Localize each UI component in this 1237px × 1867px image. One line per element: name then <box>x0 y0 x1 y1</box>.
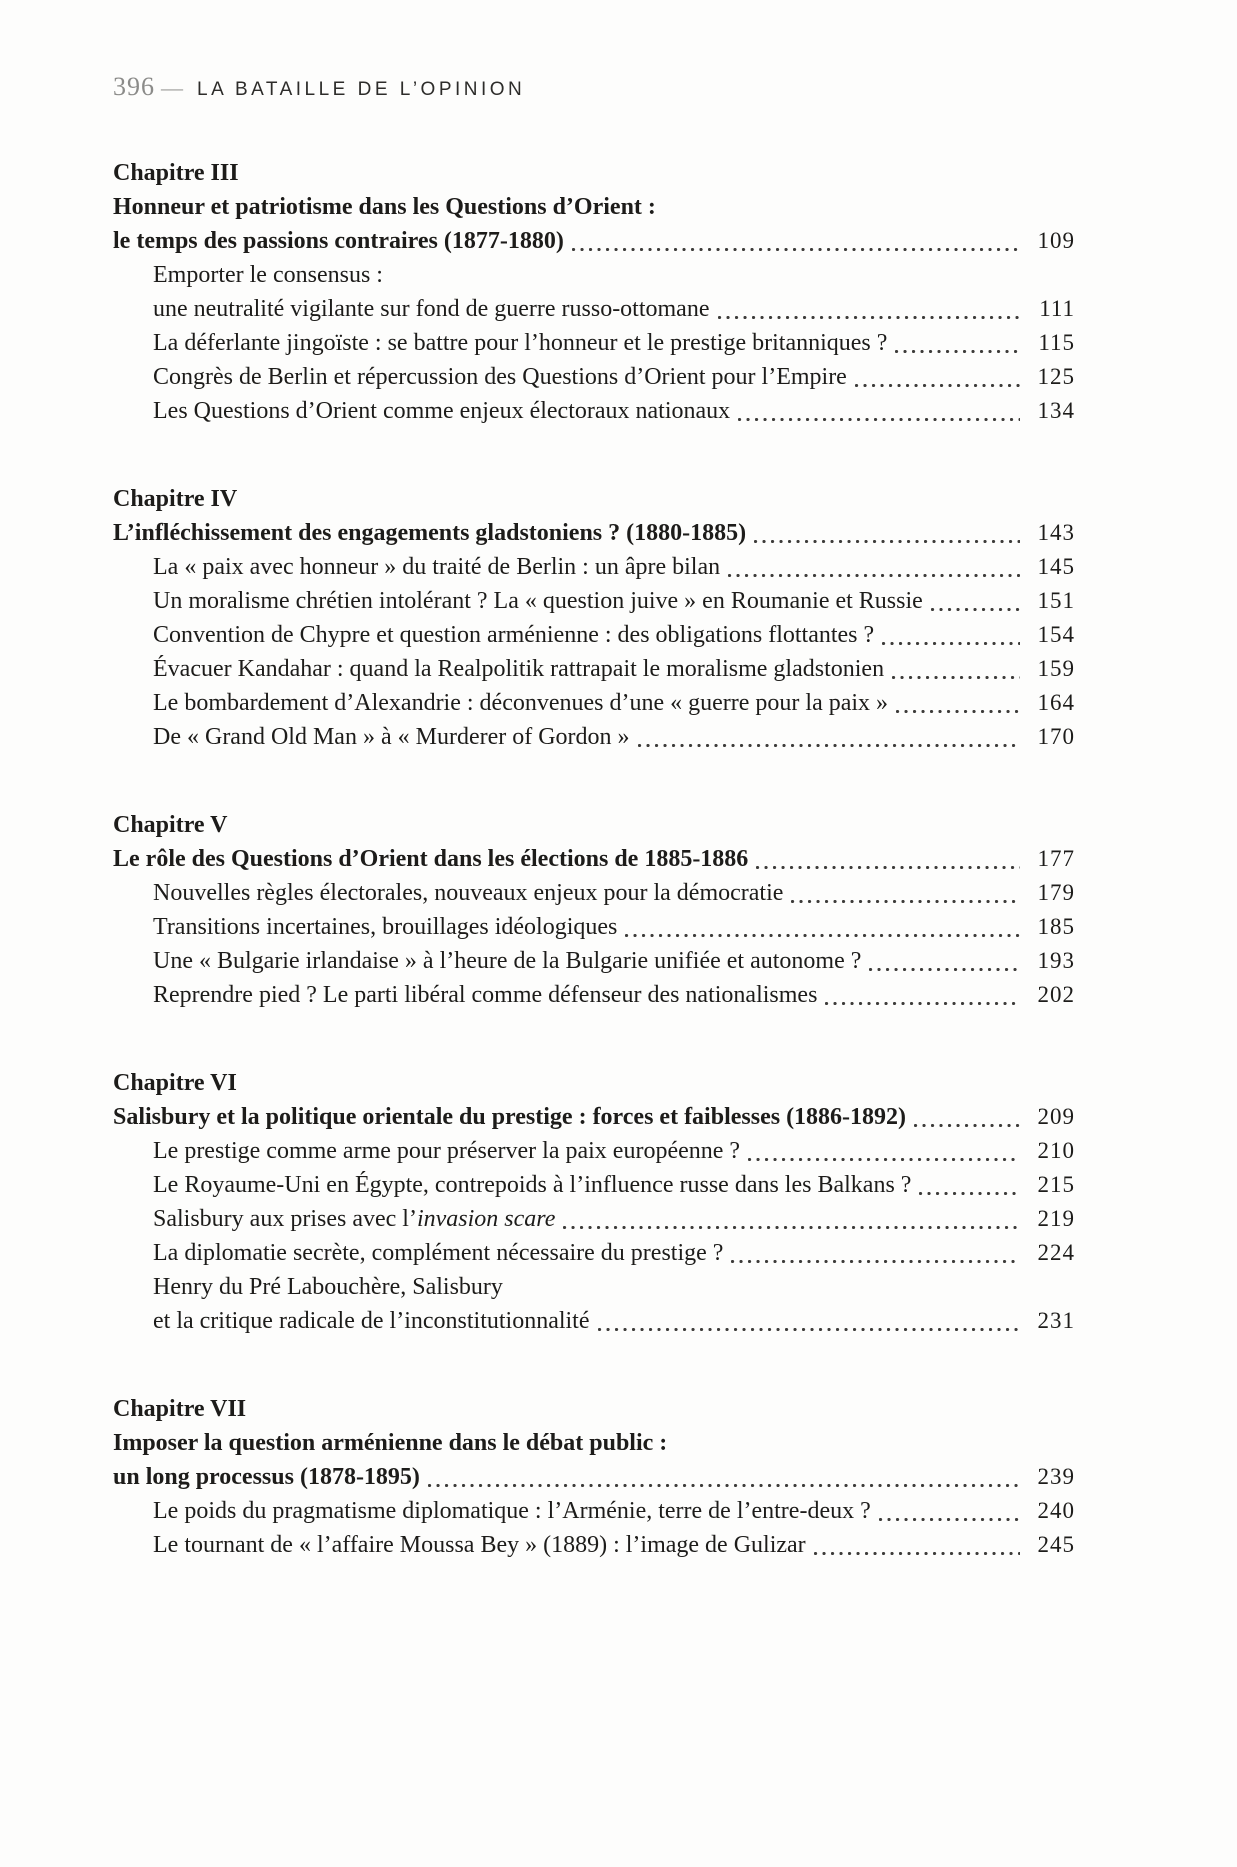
folio-page-number: 396 <box>113 72 155 101</box>
toc-entry-text: Salisbury aux prises avec l’ <box>153 1206 417 1232</box>
toc-entry-text: Le bombardement d’Alexandrie : déconvenues d’une « guerre pour la paix » <box>153 690 889 716</box>
chapter-label <box>113 1392 1075 1426</box>
toc-entry <box>113 550 1075 584</box>
toc-entry <box>113 1270 1075 1304</box>
chapter-label-text: Chapitre VII <box>113 1396 247 1422</box>
page-number: 202 <box>1037 982 1075 1007</box>
chapter-title-line <box>113 224 1075 258</box>
chapter-label-text: Chapitre III <box>113 160 239 186</box>
toc-entry-text: Évacuer Kandahar : quand la Realpolitik rattrapait le moralisme gladstonien <box>153 656 885 682</box>
page-number: 164 <box>1037 690 1075 715</box>
chapter-block-7 <box>113 1392 1075 1562</box>
chapter-label-text: Chapitre IV <box>113 486 238 512</box>
page-number: 151 <box>1037 588 1075 613</box>
toc-entry-text: et la critique radicale de l’inconstitutionnalité <box>153 1308 590 1334</box>
page-number: 231 <box>1037 1308 1075 1333</box>
toc-entry-text: Congrès de Berlin et répercussion des Questions d’Orient pour l’Empire <box>153 364 847 390</box>
dot-leader <box>420 1460 1027 1494</box>
toc-entry-text: La déferlante jingoïste : se battre pour l’honneur et le prestige britanniques ? <box>153 330 888 356</box>
toc-entry <box>113 292 1075 326</box>
toc-entry-text: Les Questions d’Orient comme enjeux électoraux nationaux <box>153 398 731 424</box>
dot-leader <box>874 618 1027 652</box>
toc-entry-text: Emporter le consensus : <box>153 262 383 288</box>
page-number: 240 <box>1037 1498 1075 1523</box>
page-number: 154 <box>1037 622 1075 647</box>
chapter-title-line <box>113 516 1075 550</box>
toc-entry <box>113 1236 1075 1270</box>
toc-entry-text: Nouvelles règles électorales, nouveaux enjeux pour la démocratie <box>153 880 784 906</box>
toc-entry-text: La « paix avec honneur » du traité de Berlin : un âpre bilan <box>153 554 721 580</box>
toc-entry-text: La diplomatie secrète, complément nécessaire du prestige ? <box>153 1240 724 1266</box>
toc-entry <box>113 1528 1075 1562</box>
running-head <box>113 0 1075 102</box>
dot-leader <box>590 1304 1028 1338</box>
dot-leader <box>720 550 1027 584</box>
chapter-title-text: le temps des passions contraires (1877-1880) <box>113 228 564 254</box>
dot-leader <box>887 326 1027 360</box>
chapter-title-line <box>113 1460 1075 1494</box>
page-number: 239 <box>1037 1464 1075 1489</box>
toc-entry <box>113 876 1075 910</box>
chapter-block-3 <box>113 156 1075 428</box>
page-number: 159 <box>1037 656 1075 681</box>
toc-entry <box>113 584 1075 618</box>
dot-leader <box>710 292 1028 326</box>
dot-leader <box>740 1134 1027 1168</box>
dot-leader <box>888 686 1027 720</box>
dot-leader <box>861 944 1027 978</box>
chapter-label-text: Chapitre V <box>113 812 228 838</box>
dot-leader <box>748 842 1027 876</box>
toc-entry-text: Le prestige comme arme pour préserver la paix européenne ? <box>153 1138 741 1164</box>
toc-entry <box>113 1134 1075 1168</box>
dot-leader <box>723 1236 1027 1270</box>
page-number: 245 <box>1037 1532 1075 1557</box>
dot-leader <box>617 910 1027 944</box>
toc-entry-text-italic: invasion scare <box>416 1206 556 1232</box>
page-number: 134 <box>1037 398 1075 423</box>
toc-entry-text: Un moralisme chrétien intolérant ? La « question juive » en Roumanie et Russie <box>153 588 923 614</box>
toc-entry-text: Reprendre pied ? Le parti libéral comme défenseur des nationalismes <box>153 982 818 1008</box>
toc-entry <box>113 910 1075 944</box>
page-number: 143 <box>1037 520 1075 545</box>
dot-leader <box>847 360 1027 394</box>
page-number: 193 <box>1037 948 1075 973</box>
chapter-label-text: Chapitre VI <box>113 1070 237 1096</box>
toc-entry-text: Transitions incertaines, brouillages idéologiques <box>153 914 618 940</box>
dot-leader <box>911 1168 1027 1202</box>
toc-entry <box>113 978 1075 1012</box>
toc-entry <box>113 326 1075 360</box>
page-number: 209 <box>1037 1104 1075 1129</box>
dot-leader <box>923 584 1027 618</box>
header-dash: — <box>161 75 183 100</box>
page-number: 185 <box>1037 914 1075 939</box>
page-number: 179 <box>1037 880 1075 905</box>
dot-leader <box>817 978 1027 1012</box>
page-number: 115 <box>1038 330 1075 355</box>
toc-entry <box>113 652 1075 686</box>
chapter-title-text: Salisbury et la politique orientale du prestige : forces et faiblesses (1886-1892) <box>113 1104 907 1130</box>
toc-entry-text: Le Royaume-Uni en Égypte, contrepoids à l’influence russe dans les Balkans ? <box>153 1172 912 1198</box>
toc-entry <box>113 720 1075 754</box>
chapter-block-4 <box>113 482 1075 754</box>
toc-entry-text: Convention de Chypre et question arménienne : des obligations flottantes ? <box>153 622 875 648</box>
toc-entry <box>113 1494 1075 1528</box>
page-number: 111 <box>1039 296 1075 321</box>
page-number: 109 <box>1037 228 1075 253</box>
toc-entry <box>113 1168 1075 1202</box>
page-number: 125 <box>1037 364 1075 389</box>
toc-entry-text: De « Grand Old Man » à « Murderer of Gordon » <box>153 724 630 750</box>
chapter-label <box>113 482 1075 516</box>
toc-entry <box>113 258 1075 292</box>
page-number: 210 <box>1037 1138 1075 1163</box>
toc-entry-text: une neutralité vigilante sur fond de guerre russo-ottomane <box>153 296 710 322</box>
toc-entry <box>113 686 1075 720</box>
dot-leader <box>806 1528 1027 1562</box>
toc-entry <box>113 360 1075 394</box>
toc-entry <box>113 618 1075 652</box>
toc-entry-text: Le poids du pragmatisme diplomatique : l’Arménie, terre de l’entre-deux ? <box>153 1498 871 1524</box>
chapter-title-text: un long processus (1878-1895) <box>113 1464 420 1490</box>
chapter-title-line <box>113 1100 1075 1134</box>
dot-leader <box>871 1494 1027 1528</box>
toc-entry-text: Une « Bulgarie irlandaise » à l’heure de la Bulgarie unifiée et autonome ? <box>153 948 862 974</box>
page-number: 219 <box>1037 1206 1075 1231</box>
dot-leader <box>730 394 1027 428</box>
chapter-label <box>113 1066 1075 1100</box>
chapter-title-line <box>113 1426 1075 1460</box>
dot-leader <box>564 224 1027 258</box>
toc-entry <box>113 1202 1075 1236</box>
page-number: 177 <box>1037 846 1075 871</box>
chapter-label <box>113 808 1075 842</box>
chapter-title-line <box>113 842 1075 876</box>
chapter-block-5 <box>113 808 1075 1012</box>
dot-leader <box>783 876 1027 910</box>
toc-entry-text: Le tournant de « l’affaire Moussa Bey » (1889) : l’image de Gulizar <box>153 1532 806 1558</box>
header-book-title: LA BATAILLE DE L’OPINION <box>197 79 526 100</box>
toc-entry <box>113 394 1075 428</box>
dot-leader <box>884 652 1027 686</box>
chapter-label <box>113 156 1075 190</box>
chapter-title-line <box>113 190 1075 224</box>
page-number: 224 <box>1037 1240 1075 1265</box>
dot-leader <box>555 1202 1027 1236</box>
dot-leader <box>746 516 1027 550</box>
toc-entry-text: Henry du Pré Labouchère, Salisbury <box>153 1274 503 1300</box>
dot-leader <box>906 1100 1027 1134</box>
chapter-title-text: Le rôle des Questions d’Orient dans les élections de 1885-1886 <box>113 846 749 872</box>
chapter-title-text: Imposer la question arménienne dans le débat public : <box>113 1430 668 1456</box>
chapter-title-text: L’infléchissement des engagements gladstoniens ? (1880-1885) <box>113 520 747 546</box>
chapter-title-text: Honneur et patriotisme dans les Questions d’Orient : <box>113 194 656 220</box>
page-content <box>113 0 1075 1562</box>
chapter-block-6 <box>113 1066 1075 1338</box>
page-number: 215 <box>1037 1172 1075 1197</box>
toc-entry <box>113 944 1075 978</box>
page-number: 170 <box>1037 724 1075 749</box>
toc-entry <box>113 1304 1075 1338</box>
dot-leader <box>630 720 1027 754</box>
page-number: 145 <box>1037 554 1075 579</box>
